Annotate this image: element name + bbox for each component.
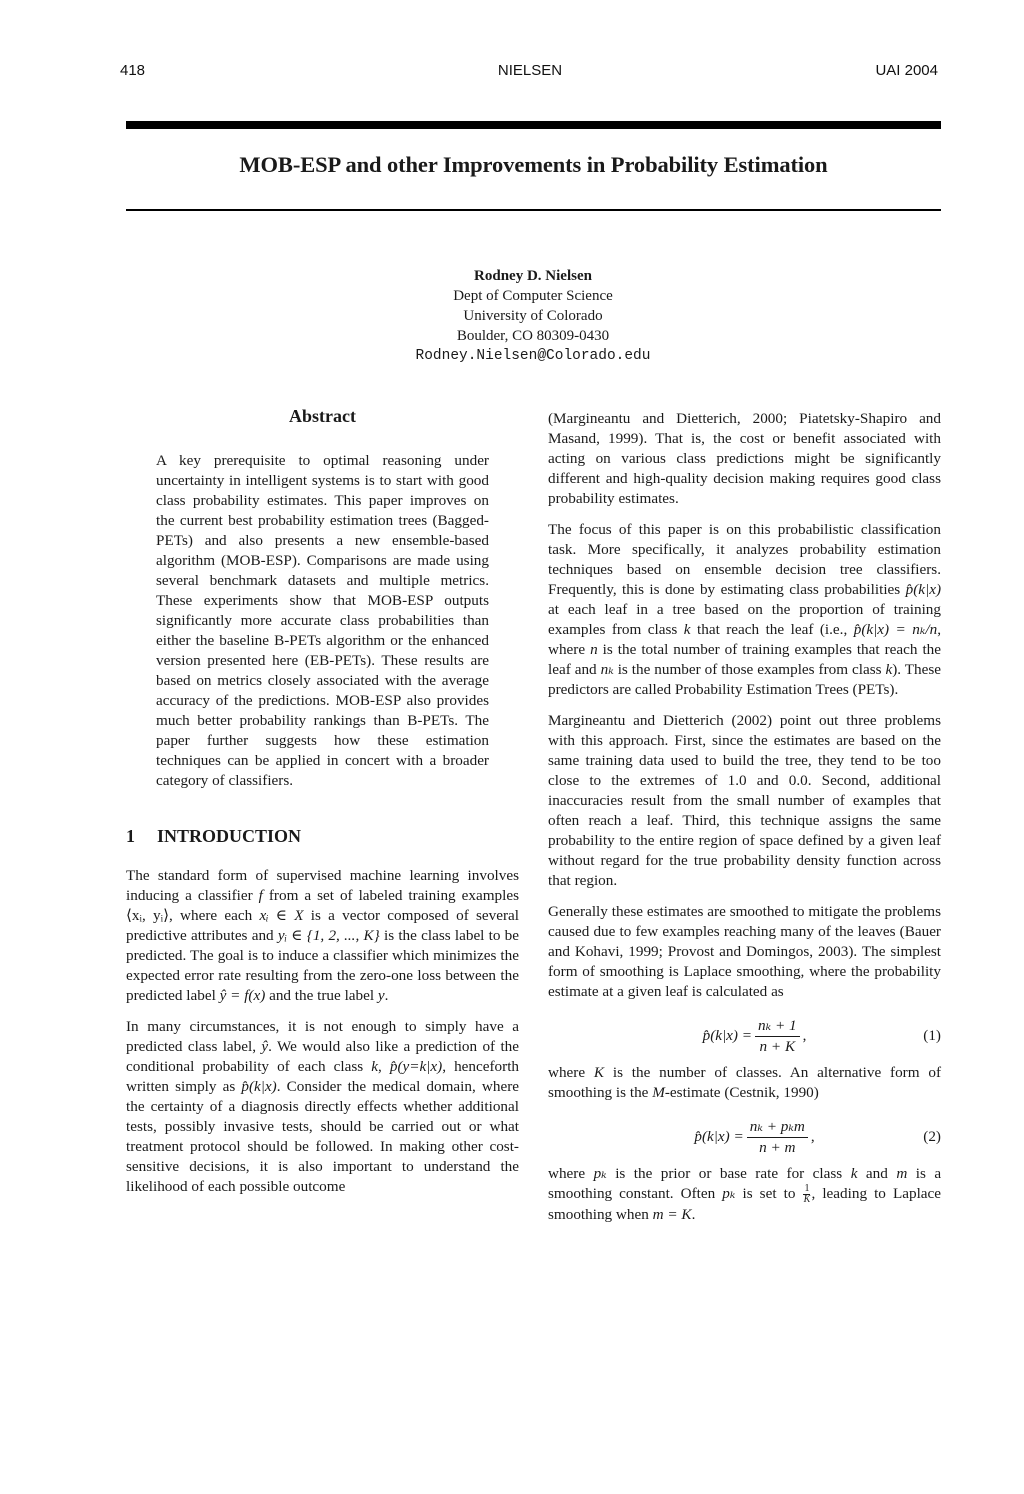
section-title: INTRODUCTION [157,826,302,846]
intro-paragraph-1: The standard form of supervised machine learning involves inducing a classifier f from a set of labeled training examples ⟨xᵢ, yᵢ⟩, where each xᵢ ∈ X is a vector composed of several predictive attributes and yᵢ ∈ {1, 2, ..., K} is the class label to be predicted. The goal is to induce a classifier which minimizes the expected error rate resulting from the zero-one loss between the predicted label ŷ = f(x) and the true label y. [126,867,520,1004]
right-column [548,409,941,1236]
equation-2-lhs: p̂(k|x) = [694,1128,744,1145]
right-paragraph-4: where K is the number of classes. An alternative form of smoothing is the M-estimate (Cestnik, 1990) [548,1064,942,1101]
author-dept: Dept of Computer Science [453,288,613,304]
author-email[interactable]: Rodney.Nielsen@Colorado.edu [415,348,651,364]
author-address: Boulder, CO 80309-0430 [456,328,610,344]
author-university: University of Colorado [463,308,603,324]
section-heading [126,826,519,846]
equation-2: p̂(k|x) = $\frac{\text{nₖ + pₖm}}{n + m}$ , (2) [694,1117,941,1156]
equation-1: p̂(k|x) = $\frac{\text{nₖ + 1}}{n + K}$ , (1) [702,1016,941,1055]
running-header-author: NIELSEN [497,62,563,79]
abstract-text: A key prerequisite to optimal reasoning under uncertainty in intelligent systems is to start with good class probability estimates. This paper improves on the current best probability estimation trees (Bagged-PETs) and also presents a new ensemble-based algorithm (MOB-ESP). Comparisons are made using several benchmark datasets and multiple metrics. These experiments show that MOB-ESP outputs significantly more accurate class probabilities than either the baseline B-PETs algorithm or the enhanced version presented here (EB-PETs). These results are based on metrics closely associated with the average accuracy of the predictions. MOB-ESP also provides much better probability rankings than B-PETs. The paper further suggests how these estimation techniques can be applied in concert with a broader category of classifiers. [156,452,489,789]
abstract-heading: Abstract [289,406,356,426]
author-block [260,266,806,366]
equation-2-label: (2) [923,1128,941,1145]
paper-title: MOB-ESP and other Improvements in Probability Estimation [239,152,828,177]
left-column [126,406,519,1208]
right-paragraph-3: Generally these estimates are smoothed to mitigate the problems caused due to few examples reaching many of the leaves (Bauer and Kohavi, 1999; Provost and Domingos, 2003). The simplest form of smoothing is Laplace smoothing, where the probability estimate at a given leaf is calculated as [548,903,941,1000]
equation-1-fraction: $\frac{\text{nₖ + 1}}{n + K}$ [755,1016,800,1057]
page-number: 418 [120,62,146,79]
equation-1-label: (1) [923,1027,941,1044]
equation-2-fraction: $\frac{\text{nₖ + pₖm}}{n + m}$ [747,1117,808,1158]
inline-fraction: $\frac{1}{K}$ [803,1183,811,1206]
title-rule-bottom [126,209,941,211]
right-paragraph-1: The focus of this paper is on this probabilistic classification task. More specifically, it analyzes probability estimation techniques based on ensemble decision tree classifiers. Frequently, this is done by estimating class probabilities p̂(k|x) at each leaf in a tree based on the proportion of training examples from class k that reach the leaf (i.e., p̂(k|x) = nₖ/n, where n is the total number of training examples that reach the leaf and nₖ is the number of those examples from class k). These predictors are called Probability Estimation Trees (PETs). [548,521,942,698]
author-name: Rodney D. Nielsen [474,268,592,284]
running-header-venue: UAI 2004 [875,62,938,79]
equation-1-lhs: p̂(k|x) = [702,1027,753,1044]
title-rule-top [126,121,941,129]
intro-paragraph-2: In many circumstances, it is not enough to simply have a predicted class label, ŷ. We would also like a prediction of the conditional probability of each class k, p̂(y=k|x), henceforth written simply as p̂(k|x). Consider the medical domain, where the certainty of a diagnosis directly effects whether additional tests, possibly invasive tests, should be carried out or what treatment protocol should be followed. In making other cost-sensitive decisions, it is also important to understand the likelihood of each possible outcome [126,1018,520,1195]
section-number: 1 [126,826,135,846]
right-paragraph-2: Margineantu and Dietterich (2002) point out three problems with this approach. First, since the estimates are based on the same training data used to build the tree, they tend to be too close to the extremes of 1.0 and 0.0. Second, additional inaccuracies result from the small number of examples that often reach a leaf. Third, this technique assigns the same probability to the entire region of space defined by a given leaf without regard for the true probability density function across that region. [548,712,941,889]
right-paragraph-5: where pₖ is the prior or base rate for class k and m is a smoothing constant. Often pₖ is set to $\frac{1}{K}$ , leading to Laplace smoothing when m = K. [548,1165,942,1224]
right-paragraph-0: (Margineantu and Dietterich, 2000; Piatetsky-Shapiro and Masand, 1999). That is, the cost or benefit associated with acting on various class predictions might be significantly different and high-quality decision making requires good class probability estimates. [548,410,941,507]
